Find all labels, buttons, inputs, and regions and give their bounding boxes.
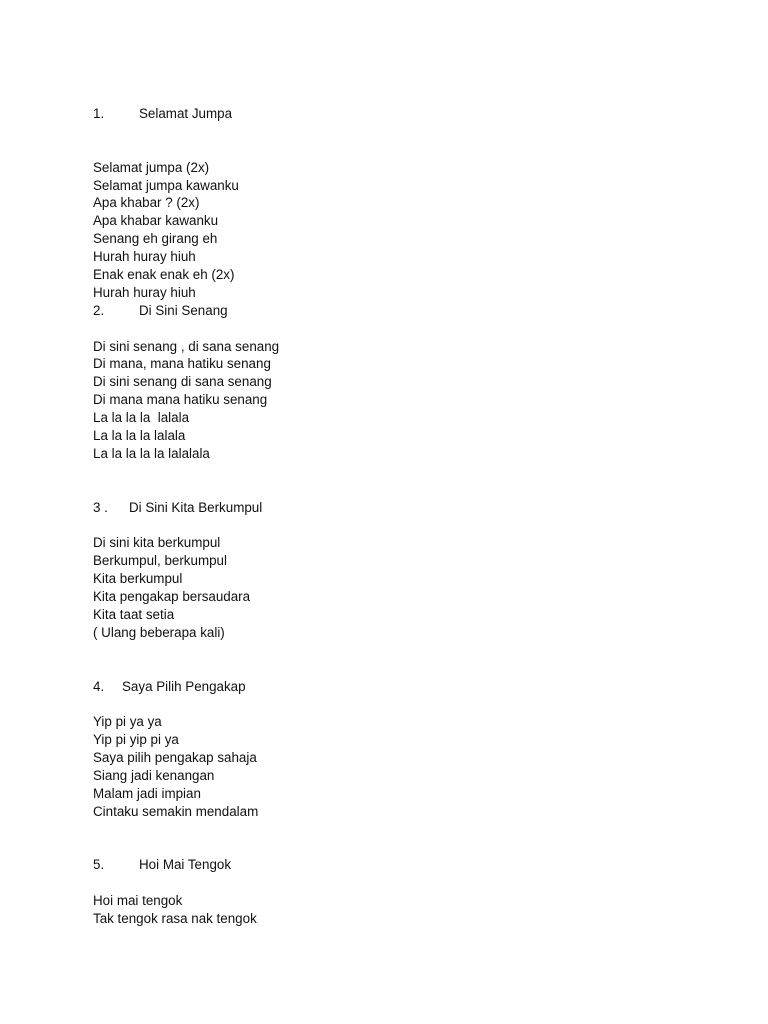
lyric-line: Enak enak enak eh (2x) — [93, 267, 235, 283]
lyric-line: Di mana mana hatiku senang — [93, 392, 268, 408]
lyric-line: Hoi mai tengok — [93, 893, 183, 909]
song-name: Selamat Jumpa — [139, 106, 233, 121]
lyric-line: Hurah huray hiuh — [93, 249, 196, 265]
song-name: Hoi Mai Tengok — [139, 857, 232, 873]
song-name: Di Sini Senang — [139, 302, 228, 318]
song-list — [93, 105, 693, 928]
lyric-line: Tak tengok rasa nak tengok — [93, 911, 257, 927]
lyric-line: Kita pengakap bersaudara — [93, 589, 251, 605]
lyric-line: Apa khabar kawanku — [93, 213, 219, 229]
lyric-line: Cintaku semakin mendalam — [93, 803, 259, 819]
lyric-line: Kita berkumpul — [93, 571, 183, 587]
lyric-line: Selamat jumpa kawanku — [93, 177, 239, 193]
song-title-1 — [93, 105, 693, 123]
lyric-line: Di sini senang di sana senang — [93, 374, 272, 390]
lyric-line: Apa khabar ? (2x) — [93, 195, 200, 211]
song-title-4 — [93, 678, 693, 696]
lyric-line: Di sini senang , di sana senang — [93, 338, 280, 354]
lyric-line: La la la la la lalalala — [93, 445, 210, 461]
lyric-line: Yip pi yip pi ya — [93, 732, 179, 748]
song-number: 2. — [93, 302, 105, 318]
song-number: 5. — [93, 857, 105, 873]
song-title-5 — [93, 856, 693, 874]
lyric-line: Siang jadi kenangan — [93, 768, 215, 783]
lyric-line: La la la la lalala — [93, 410, 190, 426]
lyric-line: Di sini kita berkumpul — [93, 535, 221, 551]
song-name: Di Sini Kita Berkumpul — [129, 499, 263, 515]
lyric-line: Malam jadi impian — [93, 785, 201, 801]
song-title-2 — [93, 302, 693, 320]
lyric-line: ( Ulang beberapa kali) — [93, 624, 225, 640]
song-number: 1. — [93, 106, 105, 121]
lyric-line: Selamat jumpa (2x) — [93, 159, 210, 175]
lyric-line: La la la la lalala — [93, 428, 186, 444]
lyric-line: Saya pilih pengakap sahaja — [93, 750, 257, 766]
lyric-line: Di mana, mana hatiku senang — [93, 356, 271, 372]
lyric-line: Hurah huray hiuh — [93, 284, 196, 300]
lyric-line: Kita taat setia — [93, 606, 175, 622]
lyric-line: Senang eh girang eh — [93, 231, 218, 247]
song-name: Saya Pilih Pengakap — [122, 678, 246, 694]
song-number: 3 . — [93, 499, 108, 515]
song-title-3 — [93, 499, 693, 517]
lyric-line: Berkumpul, berkumpul — [93, 553, 227, 569]
song-number: 4. — [93, 678, 105, 694]
lyric-line: Yip pi ya ya — [93, 714, 162, 730]
